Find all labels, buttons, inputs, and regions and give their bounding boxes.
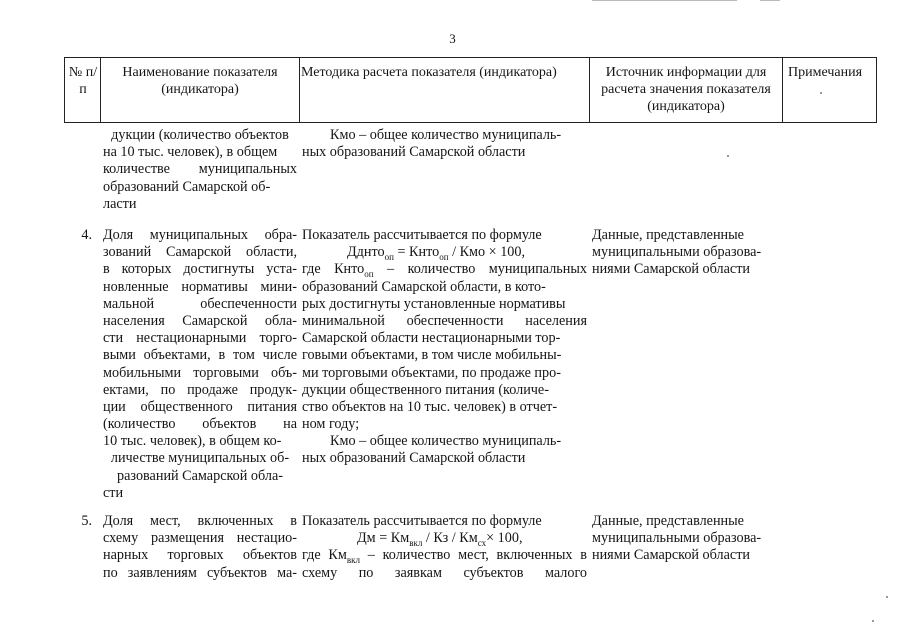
text-line: ниями Самарской области xyxy=(592,261,750,278)
method-text xyxy=(302,513,587,582)
text-line: количестве муниципальных xyxy=(103,161,297,178)
text-line: образований Самарской об- xyxy=(103,178,271,195)
indicator-name xyxy=(103,513,297,582)
text-line: схему размещения нестацио- xyxy=(103,530,297,547)
text-line: дукции общественного питания (количе- xyxy=(302,381,549,398)
header-source: Источник информации для расчета значения показателя (индикатора) xyxy=(601,65,771,114)
text-line: муниципальными образова- xyxy=(592,530,762,547)
formula-line: Дднто$_{оп}$ = Кнто$_{оп}$ / Кмо × 100, xyxy=(347,244,526,263)
text-line: Доля мест, включенных в xyxy=(103,513,297,529)
text-line: Самарской области нестационарными тор- xyxy=(302,330,561,347)
text-line: зований Самарской области, xyxy=(103,244,297,261)
column-divider xyxy=(100,57,101,123)
text-line: муниципальными образова- xyxy=(592,244,762,261)
text-line: Показатель рассчитывается по формуле xyxy=(302,513,542,529)
scan-artifact xyxy=(592,0,737,1)
text-line: мобильными торговыми объ- xyxy=(103,364,297,381)
text-line: ных образований Самарской области xyxy=(302,450,526,467)
text-line: образований Самарской области, в кото- xyxy=(302,278,546,295)
text-line: Кмо – общее количество муниципаль- xyxy=(330,433,562,450)
scan-speck xyxy=(872,620,874,622)
header-notes: Примечания xyxy=(788,65,863,80)
text-line: где $Км_{вкл}$ – количество мест, включенных в xyxy=(302,547,587,566)
text-line: ных образований Самарской области xyxy=(302,144,526,161)
text-line: минимальной обеспеченности населения xyxy=(302,312,587,329)
text-line: новленные нормативы мини- xyxy=(103,278,297,295)
text-line: где Кнто$_{оп}$ – количество муниципальных xyxy=(302,261,587,280)
header-bottom-rule xyxy=(64,122,877,123)
text-line: Доля муниципальных обра- xyxy=(103,227,297,243)
text-line: населения Самарской обла- xyxy=(103,312,297,329)
text-line: в которых достигнуты уста- xyxy=(103,261,297,278)
formula-line: Дм = $Км_{вкл}$ / Кз / $Км_{сх}\times 100$, xyxy=(357,530,523,549)
row-number: 5. xyxy=(81,513,92,529)
source-text xyxy=(592,227,782,279)
text-line: выми объектами, в том числе xyxy=(103,347,297,364)
header-number: № п/п xyxy=(68,65,98,97)
header-method: Методика расчета показателя (индикатора) xyxy=(301,65,557,80)
text-line: мальной обеспеченности xyxy=(103,295,297,312)
row-number: 4. xyxy=(81,227,92,243)
scan-speck xyxy=(820,92,822,94)
text-line: рых достигнуты установленные нормативы xyxy=(302,295,566,312)
text-line: сти нестационарными торго- xyxy=(103,330,297,347)
source-text xyxy=(592,513,782,565)
indicator-name xyxy=(103,227,297,502)
text-line: сти xyxy=(103,484,124,501)
text-line: Кмо – общее количество муниципаль- xyxy=(330,127,562,143)
text-line: Показатель рассчитывается по формуле xyxy=(302,227,542,243)
method-text xyxy=(302,127,587,161)
column-divider xyxy=(299,57,300,123)
text-line: по заявлениям субъектов ма- xyxy=(103,564,297,581)
text-line: говыми объектами, в том числе мобильны- xyxy=(302,347,562,364)
text-line: (количество объектов на xyxy=(103,416,297,433)
text-line: ном году; xyxy=(302,416,360,433)
page-number: 3 xyxy=(449,31,456,46)
indicator-name xyxy=(103,127,297,213)
text-line: личестве муниципальных об- xyxy=(110,450,290,467)
scan-speck xyxy=(886,596,888,598)
text-line: 10 тыс. человек), в общем ко- xyxy=(103,433,282,450)
column-divider xyxy=(589,57,590,123)
text-line: схему по заявкам субъектов малого xyxy=(302,564,587,581)
text-line: на 10 тыс. человек), в общем xyxy=(103,144,278,161)
text-line: ми торговыми объектами, по продаже про- xyxy=(302,364,561,381)
text-line: ниями Самарской области xyxy=(592,547,750,564)
header-top-rule xyxy=(64,57,877,58)
column-divider xyxy=(782,57,783,123)
text-line: дукции (количество объектов xyxy=(111,127,289,143)
text-line: разований Самарской обла- xyxy=(117,467,283,484)
text-line: Данные, представленные xyxy=(592,513,744,529)
text-line: ство объектов на 10 тыс. человек) в отчет- xyxy=(302,398,558,415)
text-line: ласти xyxy=(103,195,137,212)
scan-artifact xyxy=(760,0,780,1)
text-line: нарных торговых объектов xyxy=(103,547,297,564)
method-text xyxy=(302,227,587,468)
text-line: Данные, представленные xyxy=(592,227,744,243)
scan-speck xyxy=(727,155,729,157)
header-indicator-name: Наименование показателя (индикатора) xyxy=(122,65,278,97)
text-line: ектами, по продаже продук- xyxy=(103,381,297,398)
text-line: ции общественного питания xyxy=(103,398,297,415)
